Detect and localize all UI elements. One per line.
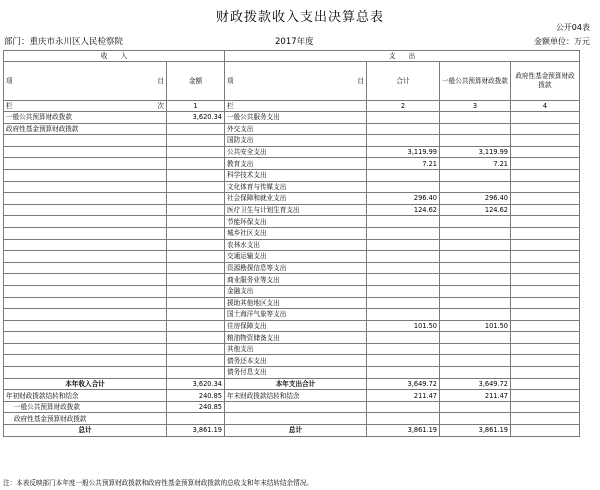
- income-item: [4, 262, 167, 274]
- table-row: [4, 146, 580, 158]
- general-budget-amount: [440, 123, 511, 135]
- income-amount-header: 金额: [167, 62, 225, 101]
- expense-total-amount: 3,649.72: [367, 378, 440, 390]
- expense-item: 其他支出: [225, 343, 367, 355]
- expense-amount: [367, 251, 440, 263]
- expense-amount: 296.40: [367, 193, 440, 205]
- income-amount: [167, 274, 225, 286]
- income-amount: [167, 309, 225, 321]
- expense-item: 援助其他地区支出: [225, 297, 367, 309]
- income-index-label: 栏 次: [4, 101, 167, 112]
- income-item: [4, 251, 167, 263]
- report-title: 财政拨款收入支出决算总表: [215, 10, 384, 25]
- general-budget-amount: 7.21: [440, 158, 511, 170]
- income-item: [4, 193, 167, 205]
- expense-amount: [367, 123, 440, 135]
- income-item: [4, 146, 167, 158]
- gov-fund-amount: [511, 216, 580, 228]
- income-item: [4, 332, 167, 344]
- gov-fund-amount: [511, 262, 580, 274]
- income-item: [4, 169, 167, 181]
- header-row-section: [4, 51, 580, 62]
- carry-row: [4, 390, 580, 402]
- gov-fund-amount: [511, 309, 580, 321]
- carry-in-general-row: [4, 401, 580, 413]
- expense-item: 医疗卫生与计划生育支出: [225, 204, 367, 216]
- expense-item: 商业服务业等支出: [225, 274, 367, 286]
- gov-fund-header: 政府性基金预算财政拨款: [511, 62, 580, 101]
- carry-in-general-amount: 240.85: [167, 401, 225, 413]
- carry-in-fund-label: 政府性基金预算财政拨款: [4, 413, 167, 425]
- general-budget-amount: 3,119.99: [440, 146, 511, 158]
- table-row: [4, 181, 580, 193]
- income-amount: 3,620.34: [167, 112, 225, 124]
- expense-amount: [367, 297, 440, 309]
- expense-item: 交通运输支出: [225, 251, 367, 263]
- gov-fund-amount: [511, 123, 580, 135]
- income-item: [4, 227, 167, 239]
- income-item: [4, 135, 167, 147]
- footnote: 注：本表反映部门本年度一般公共预算财政拨款和政府性基金预算财政拨款的总收支和年末结转结余情况。: [3, 479, 313, 487]
- expense-item: 一般公共服务支出: [225, 112, 367, 124]
- gov-fund-amount: [511, 251, 580, 263]
- expense-item: 公共安全支出: [225, 146, 367, 158]
- col-index-4: 4: [511, 101, 580, 112]
- expense-item: 资源勘探信息等支出: [225, 262, 367, 274]
- gov-fund-amount: [511, 332, 580, 344]
- income-amount: [167, 332, 225, 344]
- gov-fund-amount: [511, 135, 580, 147]
- table-row: [4, 158, 580, 170]
- table-row: [4, 169, 580, 181]
- gov-fund-amount: [511, 181, 580, 193]
- income-amount: [167, 239, 225, 251]
- income-item: [4, 309, 167, 321]
- expense-amount: [367, 239, 440, 251]
- income-amount: [167, 355, 225, 367]
- income-item: 一般公共预算财政拨款: [4, 112, 167, 124]
- general-budget-amount: 124.62: [440, 204, 511, 216]
- income-amount: [167, 216, 225, 228]
- general-budget-amount: 296.40: [440, 193, 511, 205]
- expense-item: 科学技术支出: [225, 169, 367, 181]
- income-item: [4, 343, 167, 355]
- expense-item: 外交支出: [225, 123, 367, 135]
- carry-in-amount: 240.85: [167, 390, 225, 402]
- income-total-amount: 3,620.34: [167, 378, 225, 390]
- general-budget-amount: [440, 227, 511, 239]
- table-row: [4, 320, 580, 332]
- expense-amount: [367, 112, 440, 124]
- table-row: [4, 274, 580, 286]
- amount-unit: 金额单位：万元: [534, 37, 590, 46]
- general-budget-amount: [440, 239, 511, 251]
- table-row: [4, 343, 580, 355]
- general-budget-amount: [440, 274, 511, 286]
- general-budget-amount: 101.50: [440, 320, 511, 332]
- expense-amount: [367, 135, 440, 147]
- table-row: [4, 297, 580, 309]
- expense-item-header: 项 目: [225, 62, 367, 101]
- expense-total-general: 3,649.72: [440, 378, 511, 390]
- table-row: [4, 332, 580, 344]
- general-budget-amount: [440, 332, 511, 344]
- expense-item: 教育支出: [225, 158, 367, 170]
- expense-amount: 101.50: [367, 320, 440, 332]
- income-item: [4, 158, 167, 170]
- expense-amount: [367, 309, 440, 321]
- gov-fund-amount: [511, 169, 580, 181]
- col-index-3: 3: [440, 101, 511, 112]
- income-amount: [167, 123, 225, 135]
- budget-summary-table: [3, 50, 580, 437]
- grand-total-row: [4, 425, 580, 437]
- expense-amount: 124.62: [367, 204, 440, 216]
- expense-amount: [367, 262, 440, 274]
- income-section-header: 收 入: [4, 51, 225, 62]
- table-row: [4, 262, 580, 274]
- gov-fund-amount: [511, 227, 580, 239]
- table-row: [4, 193, 580, 205]
- annual-total-row: [4, 378, 580, 390]
- income-item: [4, 320, 167, 332]
- expense-amount: [367, 181, 440, 193]
- income-amount: [167, 135, 225, 147]
- income-amount: [167, 251, 225, 263]
- expense-item: 债务还本支出: [225, 355, 367, 367]
- general-budget-header: 一般公共预算财政拨款: [440, 62, 511, 101]
- grand-total-fund: [511, 425, 580, 437]
- carry-out-label: 年末财政拨款结转和结余: [225, 390, 367, 402]
- income-item: [4, 274, 167, 286]
- col-index-2: 2: [367, 101, 440, 112]
- expense-item: 文化体育与传媒支出: [225, 181, 367, 193]
- income-amount: [167, 193, 225, 205]
- expense-amount: [367, 367, 440, 379]
- general-budget-amount: [440, 112, 511, 124]
- income-amount: [167, 158, 225, 170]
- general-budget-amount: [440, 309, 511, 321]
- income-item: [4, 181, 167, 193]
- income-amount: [167, 343, 225, 355]
- header-row-index: [4, 101, 580, 112]
- table-row: [4, 367, 580, 379]
- gov-fund-amount: [511, 146, 580, 158]
- expense-total-label: 本年支出合计: [225, 378, 367, 390]
- carry-in-fund-amount: [167, 413, 225, 425]
- general-budget-amount: [440, 181, 511, 193]
- expense-item: 城乡社区支出: [225, 227, 367, 239]
- table-row: [4, 123, 580, 135]
- general-budget-amount: [440, 285, 511, 297]
- header-row-columns: [4, 62, 580, 101]
- gov-fund-amount: [511, 355, 580, 367]
- income-amount: [167, 262, 225, 274]
- gov-fund-amount: [511, 285, 580, 297]
- general-budget-amount: [440, 169, 511, 181]
- general-budget-amount: [440, 135, 511, 147]
- expense-amount: [367, 169, 440, 181]
- general-budget-amount: [440, 367, 511, 379]
- expense-total-fund: [511, 378, 580, 390]
- table-row: [4, 309, 580, 321]
- carry-in-fund-row: [4, 413, 580, 425]
- grand-total-left-amount: 3,861.19: [167, 425, 225, 437]
- table-row: [4, 227, 580, 239]
- expense-item: 节能环保支出: [225, 216, 367, 228]
- carry-in-label: 年初财政拨款结转和结余: [4, 390, 167, 402]
- income-amount: [167, 227, 225, 239]
- general-budget-amount: [440, 216, 511, 228]
- report-year: 2017年度: [275, 37, 314, 47]
- income-amount: [167, 297, 225, 309]
- table-row: [4, 216, 580, 228]
- income-amount: [167, 181, 225, 193]
- income-item-header: 项 目: [4, 62, 167, 101]
- income-amount: [167, 285, 225, 297]
- gov-fund-amount: [511, 320, 580, 332]
- expense-amount: [367, 332, 440, 344]
- expense-item: 粮油物资储备支出: [225, 332, 367, 344]
- grand-total-right-label: 总计: [225, 425, 367, 437]
- income-item: [4, 355, 167, 367]
- table-row: [4, 204, 580, 216]
- table-row: [4, 239, 580, 251]
- expense-index-label: 栏: [225, 101, 367, 112]
- carry-out-total: 211.47: [367, 390, 440, 402]
- gov-fund-amount: [511, 274, 580, 286]
- expense-item: 债务付息支出: [225, 367, 367, 379]
- general-budget-amount: [440, 343, 511, 355]
- income-item: 政府性基金预算财政拨款: [4, 123, 167, 135]
- table-row: [4, 355, 580, 367]
- expense-item: 住房保障支出: [225, 320, 367, 332]
- gov-fund-amount: [511, 112, 580, 124]
- income-item: [4, 216, 167, 228]
- income-amount: [167, 146, 225, 158]
- expense-item: 国防支出: [225, 135, 367, 147]
- income-amount: [167, 320, 225, 332]
- income-item: [4, 239, 167, 251]
- expense-item: 农林水支出: [225, 239, 367, 251]
- income-item: [4, 367, 167, 379]
- carry-in-general-label: 一般公共预算财政拨款: [4, 401, 167, 413]
- expense-amount: [367, 343, 440, 355]
- income-amount: [167, 204, 225, 216]
- general-budget-amount: [440, 251, 511, 263]
- general-budget-amount: [440, 355, 511, 367]
- expense-amount: [367, 355, 440, 367]
- carry-out-general: 211.47: [440, 390, 511, 402]
- department-label: 部门：重庆市永川区人民检察院: [4, 37, 124, 47]
- gov-fund-amount: [511, 343, 580, 355]
- general-budget-amount: [440, 262, 511, 274]
- table-row: [4, 112, 580, 124]
- table-row: [4, 135, 580, 147]
- income-item: [4, 297, 167, 309]
- expense-amount: [367, 227, 440, 239]
- general-budget-amount: [440, 297, 511, 309]
- expense-total-header: 合计: [367, 62, 440, 101]
- income-item: [4, 204, 167, 216]
- expense-amount: [367, 285, 440, 297]
- income-amount: [167, 169, 225, 181]
- grand-total-general: 3,861.19: [440, 425, 511, 437]
- expense-amount: [367, 216, 440, 228]
- gov-fund-amount: [511, 204, 580, 216]
- grand-total-right-amount: 3,861.19: [367, 425, 440, 437]
- expense-amount: 7.21: [367, 158, 440, 170]
- income-total-label: 本年收入合计: [4, 378, 167, 390]
- expense-item: 社会保障和就业支出: [225, 193, 367, 205]
- gov-fund-amount: [511, 297, 580, 309]
- gov-fund-amount: [511, 367, 580, 379]
- report-code: 公开04表: [555, 23, 590, 32]
- income-item: [4, 285, 167, 297]
- gov-fund-amount: [511, 239, 580, 251]
- col-index-1: 1: [167, 101, 225, 112]
- expense-amount: [367, 274, 440, 286]
- table-row: [4, 285, 580, 297]
- expense-item: 国土海洋气象等支出: [225, 309, 367, 321]
- carry-out-fund: [511, 390, 580, 402]
- income-amount: [167, 367, 225, 379]
- grand-total-left-label: 总计: [4, 425, 167, 437]
- expense-item: 金融支出: [225, 285, 367, 297]
- gov-fund-amount: [511, 158, 580, 170]
- table-row: [4, 251, 580, 263]
- expense-amount: 3,119.99: [367, 146, 440, 158]
- expense-section-header: 支 出: [225, 51, 580, 62]
- gov-fund-amount: [511, 193, 580, 205]
